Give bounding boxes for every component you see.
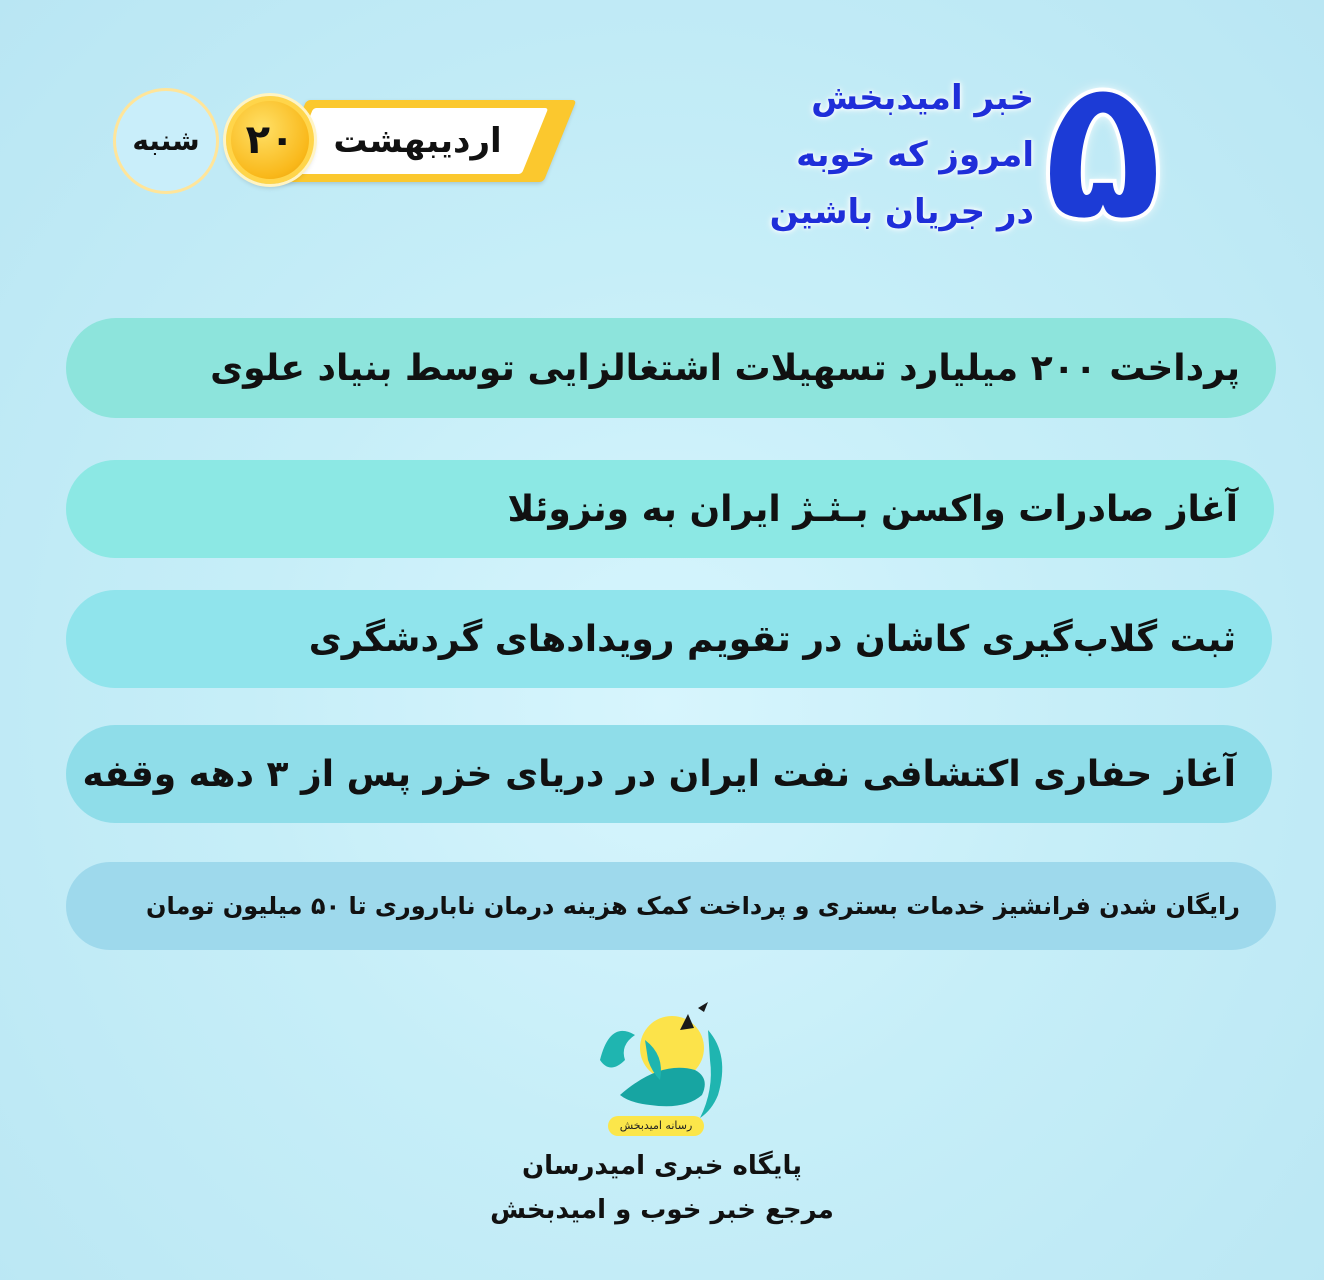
day-number: ۲۰ [245,117,295,163]
news-item-2: آغاز صادرات واکسن بـثـژ ایران به ونزوئلا [66,460,1274,558]
logo-stroke-1 [600,1031,635,1068]
slogan-line-2: امروز که خوبه [796,135,1034,175]
hero-number-five: ۵ [1041,33,1165,266]
weekday-label: شنبه [132,124,200,157]
slogan-line-3: در جریان باشین [769,192,1034,232]
footer-title: پایگاه خبری امیدرسان [521,1151,803,1181]
logo-stroke-2 [620,1068,705,1106]
news-item-4: آغاز حفاری اکتشافی نفت ایران در دریای خزر پس از ۳ دهه وقفه [66,725,1272,823]
slogan-line-1: خبر امیدبخش [811,78,1034,118]
footer-subtitle: مرجع خبر خوب و امیدبخش [490,1195,834,1225]
logo-caption: رسانه امیدبخش [608,1116,704,1136]
logo-bird-2 [698,1002,708,1012]
news-item-5: رایگان شدن فرانشیز خدمات بستری و پرداخت کمک هزینه درمان ناباروری تا ۵۰ میلیون تومان [66,862,1276,950]
news-item-1: پرداخت ۲۰۰ میلیارد تسهیلات اشتغالزایی توسط بنیاد علوی [66,318,1276,418]
month-label: اردیبهشت [333,121,502,161]
news-item-3: ثبت گلاب‌گیری کاشان در تقویم رویدادهای گردشگری [66,590,1272,688]
